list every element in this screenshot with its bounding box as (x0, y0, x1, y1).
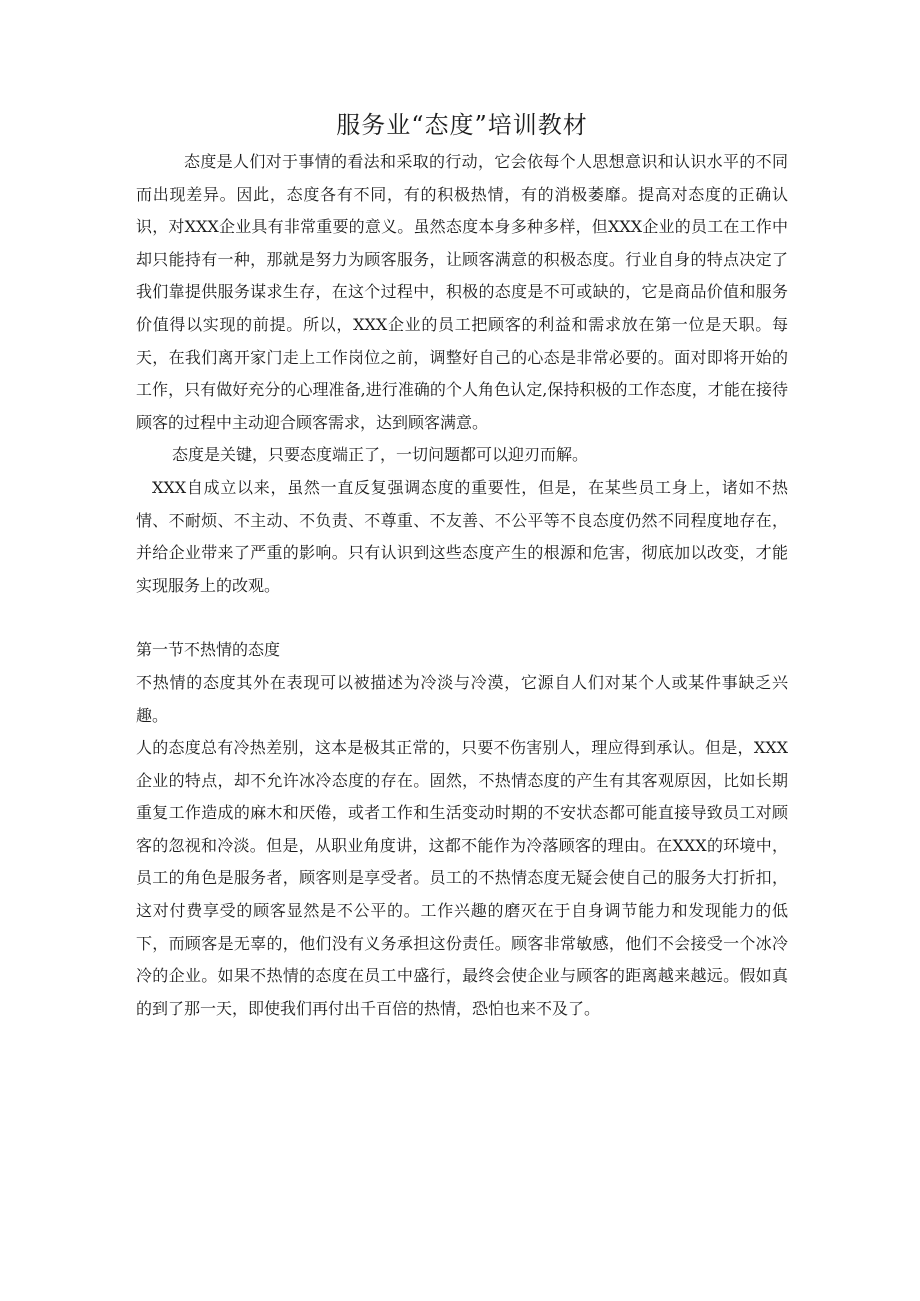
intro-paragraph-3: XXX自成立以来，虽然一直反复强调态度的重要性，但是，在某些员工身上，诸如不热情、不耐烦、不主动、不负责、不尊重、不友善、不公平等不良态度仍然不同程度地存在，并给企业带来了严重的影响。只有认识到这些态度产生的根源和危害，彻底加以改变，才能实现服务上的改观。 (136, 477, 788, 595)
section-paragraph-2: 人的态度总有冷热差别，这本是极其正常的，只要不伤害别人，理应得到承认。但是，XXX企业的特点，却不允许冰冷态度的存在。固然，不热情态度的产生有其客观原因，比如长期重复工作造成的麻木和厌倦，或者工作和生活变动时期的不安状态都可能直接导致员工对顾客的忽视和冷淡。但是，从职业角度讲，这都不能作为冷落顾客的理由。在XXX的环境中，员工的角色是服务者，顾客则是享受者。员工的不热情态度无疑会使自己的服务大打折扣，这对付费享受的顾客显然是不公平的。工作兴趣的磨灭在于自身调节能力和发现能力的低下，而顾客是无辜的，他们没有义务承担这份责任。顾客非常敏感，他们不会接受一个冰冷冷的企业。如果不热情的态度在员工中盛行，最终会使企业与顾客的距离越来越远。假如真的到了那一天，即使我们再付出千百倍的热情，恐怕也来不及了。 (136, 738, 788, 1018)
document-title: 服务业“态度”培训教材 (336, 111, 588, 139)
document-page (136, 108, 788, 1025)
intro-paragraph-2: 态度是关键，只要态度端正了，一切问题都可以迎刃而解。 (172, 445, 589, 465)
section-spacer (136, 602, 788, 634)
section-heading: 第一节不热情的态度 (136, 640, 281, 660)
intro-paragraph-1: 态度是人们对于事情的看法和采取的行动，它会依每个人思想意识和认识水平的不同而出现差异。因此，态度各有不同，有的积极热情，有的消极萎靡。提高对态度的正确认识，对XXX企业具有非常重要的意义。虽然态度本身多种多样，但XXX企业的员工在工作中却只能持有一种，那就是努力为顾客服务，让顾客满意的积极态度。行业自身的特点决定了我们靠提供服务谋求生存，在这个过程中，积极的态度是不可或缺的，它是商品价值和服务价值得以实现的前提。所以，XXX企业的员工把顾客的利益和需求放在第一位是天职。每天，在我们离开家门走上工作岗位之前，调整好自己的心态是非常必要的。面对即将开始的工作，只有做好充分的心理准备,进行准确的个人角色认定,保持积极的工作态度，才能在接待顾客的过程中主动迎合顾客需求，达到顾客满意。 (136, 152, 788, 432)
section-paragraph-1: 不热情的态度其外在表现可以被描述为冷淡与冷漠，它源自人们对某个人或某件事缺乏兴趣。 (136, 672, 788, 725)
